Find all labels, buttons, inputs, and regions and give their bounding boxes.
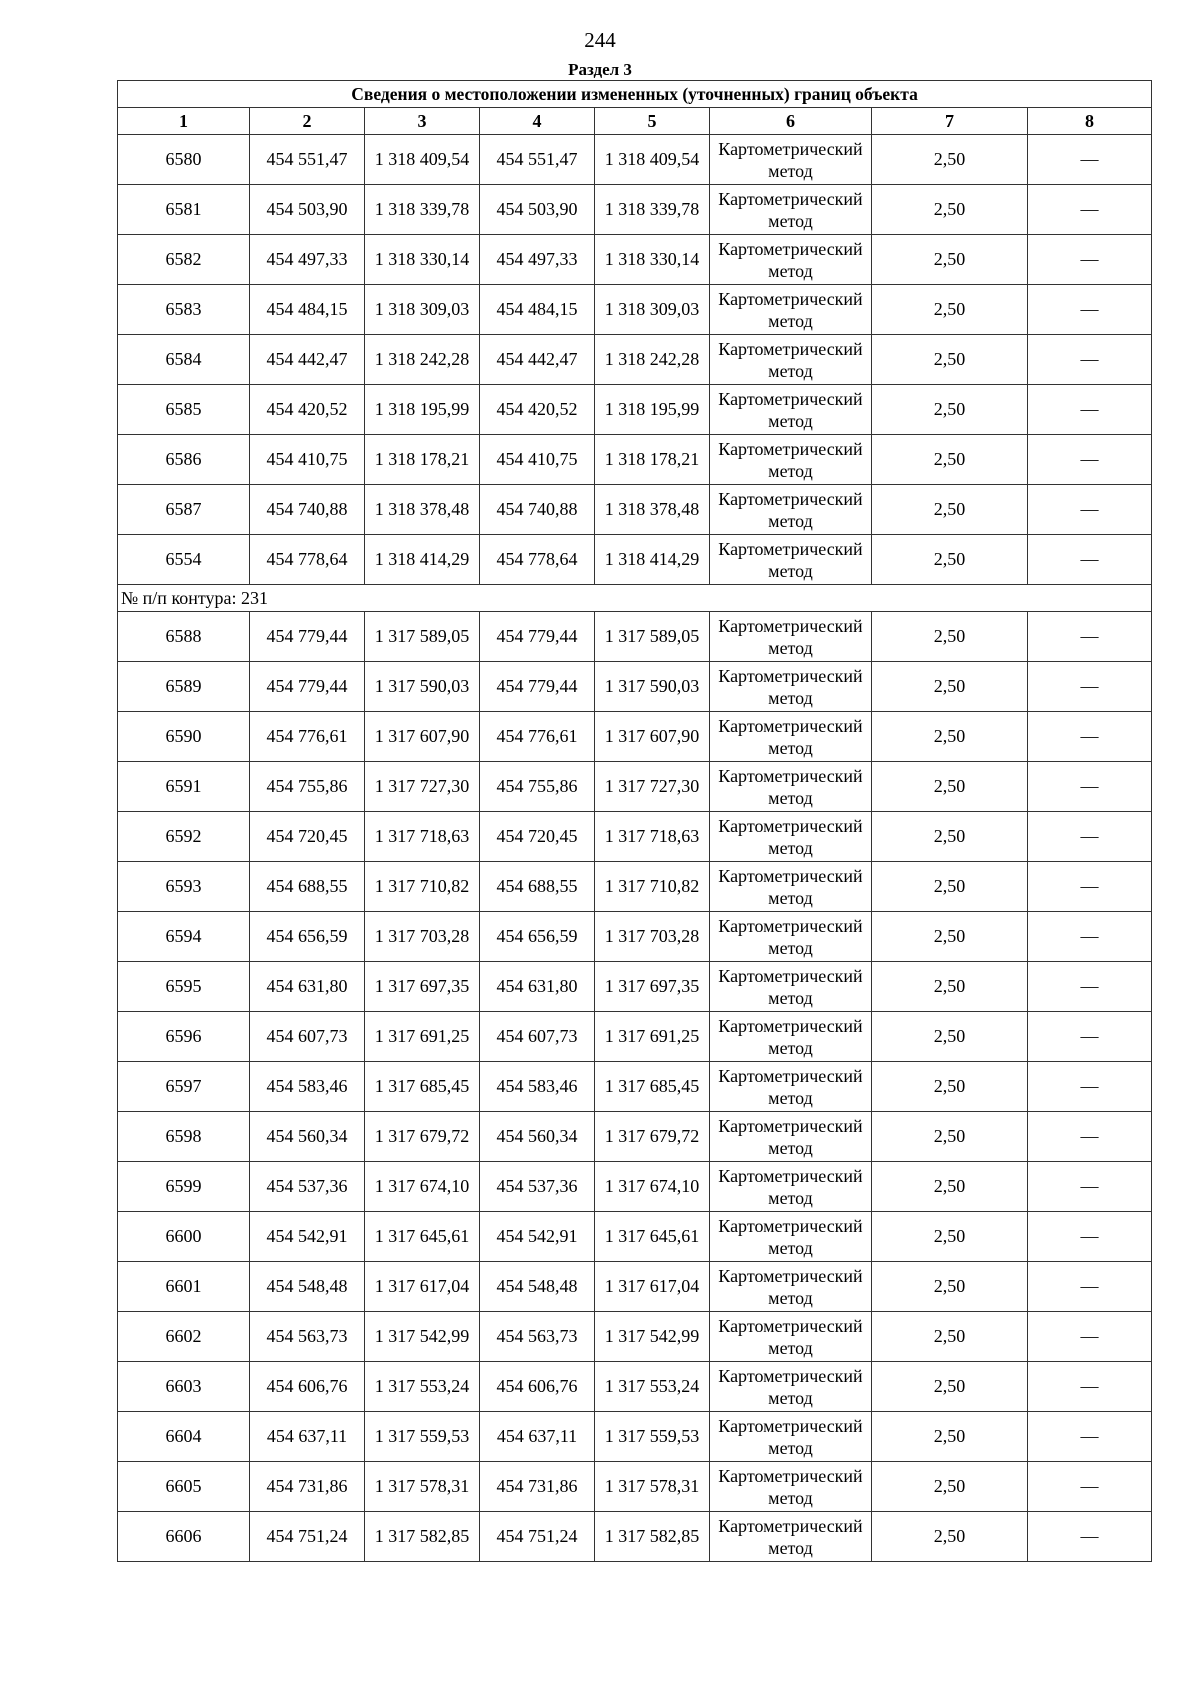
table-row	[118, 285, 1152, 335]
method-text: Картометрический метод	[718, 1015, 863, 1058]
table-row	[118, 485, 1152, 535]
accuracy-cell: 2,50	[872, 1512, 1028, 1562]
x-existing-cell: 454 548,48	[250, 1262, 365, 1312]
note-cell: —	[1028, 662, 1152, 712]
table-row	[118, 185, 1152, 235]
point-number-cell: 6580	[118, 135, 250, 185]
x-existing-cell: 454 779,44	[250, 612, 365, 662]
y-existing-cell: 1 317 674,10	[365, 1162, 480, 1212]
y-existing-cell: 1 318 378,48	[365, 485, 480, 535]
table-body	[118, 135, 1152, 1562]
x-new-cell: 454 606,76	[480, 1362, 595, 1412]
y-existing-cell: 1 318 409,54	[365, 135, 480, 185]
x-existing-cell: 454 776,61	[250, 712, 365, 762]
point-number-cell: 6595	[118, 962, 250, 1012]
x-existing-cell: 454 583,46	[250, 1062, 365, 1112]
accuracy-cell: 2,50	[872, 1362, 1028, 1412]
column-number: 6	[710, 108, 872, 135]
y-new-cell: 1 317 691,25	[595, 1012, 710, 1062]
x-existing-cell: 454 503,90	[250, 185, 365, 235]
method-text: Картометрический метод	[718, 1265, 863, 1308]
contour-label: № п/п контура: 231	[118, 585, 1152, 612]
note-cell: —	[1028, 762, 1152, 812]
x-new-cell: 454 442,47	[480, 335, 595, 385]
x-new-cell: 454 548,48	[480, 1262, 595, 1312]
table-caption-row	[118, 81, 1152, 108]
y-new-cell: 1 317 578,31	[595, 1462, 710, 1512]
page-number: 244	[584, 28, 616, 52]
x-existing-cell: 454 720,45	[250, 812, 365, 862]
accuracy-cell: 2,50	[872, 962, 1028, 1012]
y-existing-cell: 1 318 330,14	[365, 235, 480, 285]
table-row	[118, 1312, 1152, 1362]
y-existing-cell: 1 317 710,82	[365, 862, 480, 912]
point-number-cell: 6603	[118, 1362, 250, 1412]
point-number-cell: 6598	[118, 1112, 250, 1162]
method-cell	[710, 1462, 872, 1512]
method-text: Картометрический метод	[718, 538, 863, 581]
point-number-cell: 6582	[118, 235, 250, 285]
y-existing-cell: 1 317 582,85	[365, 1512, 480, 1562]
y-new-cell: 1 317 697,35	[595, 962, 710, 1012]
method-text: Картометрический метод	[718, 665, 863, 708]
accuracy-cell: 2,50	[872, 762, 1028, 812]
accuracy-cell: 2,50	[872, 485, 1028, 535]
note-cell: —	[1028, 285, 1152, 335]
point-number-cell: 6585	[118, 385, 250, 435]
y-new-cell: 1 318 414,29	[595, 535, 710, 585]
x-new-cell: 454 420,52	[480, 385, 595, 435]
method-cell	[710, 762, 872, 812]
method-cell	[710, 185, 872, 235]
method-text: Картометрический метод	[718, 615, 863, 658]
point-number-cell: 6584	[118, 335, 250, 385]
method-text: Картометрический метод	[718, 965, 863, 1008]
section-title: Раздел 3	[568, 60, 632, 79]
y-existing-cell: 1 318 309,03	[365, 285, 480, 335]
y-existing-cell: 1 317 559,53	[365, 1412, 480, 1462]
method-text: Картометрический метод	[718, 765, 863, 808]
note-cell: —	[1028, 1462, 1152, 1512]
table-caption: Сведения о местоположении измененных (уточненных) границ объекта	[118, 81, 1152, 108]
y-new-cell: 1 318 178,21	[595, 435, 710, 485]
accuracy-cell: 2,50	[872, 1212, 1028, 1262]
table-row	[118, 1462, 1152, 1512]
method-cell	[710, 962, 872, 1012]
method-cell	[710, 485, 872, 535]
method-text: Картометрический метод	[718, 338, 863, 381]
accuracy-cell: 2,50	[872, 1062, 1028, 1112]
accuracy-cell: 2,50	[872, 612, 1028, 662]
accuracy-cell: 2,50	[872, 712, 1028, 762]
method-cell	[710, 662, 872, 712]
table-row	[118, 1162, 1152, 1212]
point-number-cell: 6601	[118, 1262, 250, 1312]
accuracy-cell: 2,50	[872, 862, 1028, 912]
method-cell	[710, 1512, 872, 1562]
note-cell: —	[1028, 1162, 1152, 1212]
x-new-cell: 454 484,15	[480, 285, 595, 335]
x-existing-cell: 454 410,75	[250, 435, 365, 485]
column-number: 8	[1028, 108, 1152, 135]
point-number-cell: 6587	[118, 485, 250, 535]
method-cell	[710, 612, 872, 662]
table-row	[118, 1062, 1152, 1112]
y-existing-cell: 1 318 195,99	[365, 385, 480, 435]
point-number-cell: 6554	[118, 535, 250, 585]
y-new-cell: 1 317 589,05	[595, 612, 710, 662]
y-new-cell: 1 317 679,72	[595, 1112, 710, 1162]
method-text: Картометрический метод	[718, 715, 863, 758]
y-new-cell: 1 318 339,78	[595, 185, 710, 235]
accuracy-cell: 2,50	[872, 1412, 1028, 1462]
method-text: Картометрический метод	[718, 438, 863, 481]
y-existing-cell: 1 318 242,28	[365, 335, 480, 385]
y-new-cell: 1 317 645,61	[595, 1212, 710, 1262]
table-row	[118, 385, 1152, 435]
method-text: Картометрический метод	[718, 915, 863, 958]
point-number-cell: 6593	[118, 862, 250, 912]
y-existing-cell: 1 318 414,29	[365, 535, 480, 585]
note-cell: —	[1028, 385, 1152, 435]
y-existing-cell: 1 317 542,99	[365, 1312, 480, 1362]
y-new-cell: 1 317 617,04	[595, 1262, 710, 1312]
method-cell	[710, 435, 872, 485]
y-new-cell: 1 317 582,85	[595, 1512, 710, 1562]
method-cell	[710, 535, 872, 585]
x-existing-cell: 454 779,44	[250, 662, 365, 712]
x-existing-cell: 454 497,33	[250, 235, 365, 285]
table-row	[118, 762, 1152, 812]
point-number-cell: 6604	[118, 1412, 250, 1462]
x-new-cell: 454 607,73	[480, 1012, 595, 1062]
note-cell: —	[1028, 1312, 1152, 1362]
point-number-cell: 6589	[118, 662, 250, 712]
x-existing-cell: 454 484,15	[250, 285, 365, 335]
point-number-cell: 6591	[118, 762, 250, 812]
point-number-cell: 6588	[118, 612, 250, 662]
column-number: 3	[365, 108, 480, 135]
x-existing-cell: 454 420,52	[250, 385, 365, 435]
y-new-cell: 1 317 674,10	[595, 1162, 710, 1212]
method-cell	[710, 335, 872, 385]
accuracy-cell: 2,50	[872, 1012, 1028, 1062]
y-existing-cell: 1 317 727,30	[365, 762, 480, 812]
point-number-cell: 6596	[118, 1012, 250, 1062]
x-existing-cell: 454 537,36	[250, 1162, 365, 1212]
y-existing-cell: 1 317 590,03	[365, 662, 480, 712]
x-existing-cell: 454 688,55	[250, 862, 365, 912]
y-new-cell: 1 318 378,48	[595, 485, 710, 535]
note-cell: —	[1028, 335, 1152, 385]
x-new-cell: 454 779,44	[480, 612, 595, 662]
method-text: Картометрический метод	[718, 1415, 863, 1458]
method-cell	[710, 712, 872, 762]
table-row	[118, 1012, 1152, 1062]
table-row	[118, 535, 1152, 585]
table-row	[118, 435, 1152, 485]
y-new-cell: 1 317 685,45	[595, 1062, 710, 1112]
table-row	[118, 1112, 1152, 1162]
method-cell	[710, 1362, 872, 1412]
accuracy-cell: 2,50	[872, 1162, 1028, 1212]
method-cell	[710, 385, 872, 435]
accuracy-cell: 2,50	[872, 1312, 1028, 1362]
x-existing-cell: 454 778,64	[250, 535, 365, 585]
point-number-cell: 6594	[118, 912, 250, 962]
x-new-cell: 454 497,33	[480, 235, 595, 285]
y-new-cell: 1 317 710,82	[595, 862, 710, 912]
table-row	[118, 1412, 1152, 1462]
note-cell: —	[1028, 435, 1152, 485]
x-new-cell: 454 720,45	[480, 812, 595, 862]
point-number-cell: 6597	[118, 1062, 250, 1112]
method-cell	[710, 1162, 872, 1212]
y-existing-cell: 1 317 589,05	[365, 612, 480, 662]
method-cell	[710, 912, 872, 962]
y-existing-cell: 1 317 679,72	[365, 1112, 480, 1162]
y-new-cell: 1 317 718,63	[595, 812, 710, 862]
column-number: 1	[118, 108, 250, 135]
x-existing-cell: 454 551,47	[250, 135, 365, 185]
point-number-cell: 6581	[118, 185, 250, 235]
x-existing-cell: 454 755,86	[250, 762, 365, 812]
y-new-cell: 1 317 542,99	[595, 1312, 710, 1362]
accuracy-cell: 2,50	[872, 535, 1028, 585]
x-existing-cell: 454 637,11	[250, 1412, 365, 1462]
method-text: Картометрический метод	[718, 1515, 863, 1558]
note-cell: —	[1028, 1062, 1152, 1112]
note-cell: —	[1028, 1212, 1152, 1262]
method-text: Картометрический метод	[718, 1115, 863, 1158]
method-text: Картометрический метод	[718, 815, 863, 858]
x-new-cell: 454 631,80	[480, 962, 595, 1012]
accuracy-cell: 2,50	[872, 662, 1028, 712]
note-cell: —	[1028, 612, 1152, 662]
x-new-cell: 454 755,86	[480, 762, 595, 812]
method-cell	[710, 862, 872, 912]
table-row	[118, 335, 1152, 385]
point-number-cell: 6600	[118, 1212, 250, 1262]
y-new-cell: 1 317 727,30	[595, 762, 710, 812]
accuracy-cell: 2,50	[872, 912, 1028, 962]
accuracy-cell: 2,50	[872, 435, 1028, 485]
method-text: Картометрический метод	[718, 188, 863, 231]
note-cell: —	[1028, 485, 1152, 535]
y-existing-cell: 1 317 617,04	[365, 1262, 480, 1312]
y-new-cell: 1 318 309,03	[595, 285, 710, 335]
method-cell	[710, 812, 872, 862]
column-number: 4	[480, 108, 595, 135]
y-new-cell: 1 317 607,90	[595, 712, 710, 762]
x-new-cell: 454 656,59	[480, 912, 595, 962]
y-existing-cell: 1 317 718,63	[365, 812, 480, 862]
x-new-cell: 454 778,64	[480, 535, 595, 585]
note-cell: —	[1028, 235, 1152, 285]
column-number: 7	[872, 108, 1028, 135]
point-number-cell: 6590	[118, 712, 250, 762]
x-existing-cell: 454 751,24	[250, 1512, 365, 1562]
y-new-cell: 1 318 409,54	[595, 135, 710, 185]
method-text: Картометрический метод	[718, 1215, 863, 1258]
note-cell: —	[1028, 1362, 1152, 1412]
y-existing-cell: 1 318 178,21	[365, 435, 480, 485]
y-new-cell: 1 318 195,99	[595, 385, 710, 435]
x-existing-cell: 454 606,76	[250, 1362, 365, 1412]
y-existing-cell: 1 317 578,31	[365, 1462, 480, 1512]
table-row	[118, 662, 1152, 712]
x-new-cell: 454 751,24	[480, 1512, 595, 1562]
method-cell	[710, 1312, 872, 1362]
point-number-cell: 6592	[118, 812, 250, 862]
method-cell	[710, 1062, 872, 1112]
note-cell: —	[1028, 535, 1152, 585]
y-existing-cell: 1 318 339,78	[365, 185, 480, 235]
method-cell	[710, 135, 872, 185]
y-existing-cell: 1 317 685,45	[365, 1062, 480, 1112]
method-text: Картометрический метод	[718, 488, 863, 531]
column-number-row	[118, 108, 1152, 135]
accuracy-cell: 2,50	[872, 1112, 1028, 1162]
table-row	[118, 862, 1152, 912]
y-new-cell: 1 317 590,03	[595, 662, 710, 712]
y-existing-cell: 1 317 645,61	[365, 1212, 480, 1262]
x-existing-cell: 454 731,86	[250, 1462, 365, 1512]
x-existing-cell: 454 656,59	[250, 912, 365, 962]
x-new-cell: 454 563,73	[480, 1312, 595, 1362]
column-number: 5	[595, 108, 710, 135]
y-new-cell: 1 318 242,28	[595, 335, 710, 385]
x-existing-cell: 454 560,34	[250, 1112, 365, 1162]
x-new-cell: 454 776,61	[480, 712, 595, 762]
method-text: Картометрический метод	[718, 1365, 863, 1408]
accuracy-cell: 2,50	[872, 135, 1028, 185]
method-text: Картометрический метод	[718, 388, 863, 431]
note-cell: —	[1028, 1262, 1152, 1312]
table-row	[118, 612, 1152, 662]
accuracy-cell: 2,50	[872, 335, 1028, 385]
note-cell: —	[1028, 1012, 1152, 1062]
y-existing-cell: 1 317 553,24	[365, 1362, 480, 1412]
method-text: Картометрический метод	[718, 138, 863, 181]
method-cell	[710, 285, 872, 335]
table-row	[118, 235, 1152, 285]
x-new-cell: 454 688,55	[480, 862, 595, 912]
x-new-cell: 454 537,36	[480, 1162, 595, 1212]
table-row	[118, 1362, 1152, 1412]
x-new-cell: 454 560,34	[480, 1112, 595, 1162]
x-existing-cell: 454 607,73	[250, 1012, 365, 1062]
x-new-cell: 454 779,44	[480, 662, 595, 712]
note-cell: —	[1028, 912, 1152, 962]
point-number-cell: 6586	[118, 435, 250, 485]
x-existing-cell: 454 563,73	[250, 1312, 365, 1362]
y-new-cell: 1 317 553,24	[595, 1362, 710, 1412]
table-row	[118, 1512, 1152, 1562]
note-cell: —	[1028, 135, 1152, 185]
x-new-cell: 454 410,75	[480, 435, 595, 485]
method-cell	[710, 1212, 872, 1262]
coordinates-table	[117, 80, 1152, 1562]
note-cell: —	[1028, 1412, 1152, 1462]
x-existing-cell: 454 442,47	[250, 335, 365, 385]
y-existing-cell: 1 317 691,25	[365, 1012, 480, 1062]
point-number-cell: 6602	[118, 1312, 250, 1362]
method-cell	[710, 1012, 872, 1062]
note-cell: —	[1028, 1512, 1152, 1562]
y-new-cell: 1 318 330,14	[595, 235, 710, 285]
accuracy-cell: 2,50	[872, 185, 1028, 235]
note-cell: —	[1028, 862, 1152, 912]
method-cell	[710, 235, 872, 285]
method-text: Картометрический метод	[718, 1165, 863, 1208]
x-new-cell: 454 583,46	[480, 1062, 595, 1112]
x-existing-cell: 454 542,91	[250, 1212, 365, 1262]
method-text: Картометрический метод	[718, 1065, 863, 1108]
column-number: 2	[250, 108, 365, 135]
point-number-cell: 6599	[118, 1162, 250, 1212]
method-cell	[710, 1262, 872, 1312]
contour-header-row	[118, 585, 1152, 612]
table-row	[118, 712, 1152, 762]
y-existing-cell: 1 317 697,35	[365, 962, 480, 1012]
point-number-cell: 6583	[118, 285, 250, 335]
x-new-cell: 454 551,47	[480, 135, 595, 185]
note-cell: —	[1028, 712, 1152, 762]
method-text: Картометрический метод	[718, 865, 863, 908]
table-row	[118, 962, 1152, 1012]
accuracy-cell: 2,50	[872, 285, 1028, 335]
method-text: Картометрический метод	[718, 1315, 863, 1358]
table-row	[118, 912, 1152, 962]
point-number-cell: 6606	[118, 1512, 250, 1562]
y-existing-cell: 1 317 703,28	[365, 912, 480, 962]
table-row	[118, 1262, 1152, 1312]
method-text: Картометрический метод	[718, 1465, 863, 1508]
table-row	[118, 1212, 1152, 1262]
note-cell: —	[1028, 812, 1152, 862]
y-new-cell: 1 317 703,28	[595, 912, 710, 962]
x-new-cell: 454 731,86	[480, 1462, 595, 1512]
x-new-cell: 454 740,88	[480, 485, 595, 535]
x-existing-cell: 454 631,80	[250, 962, 365, 1012]
method-cell	[710, 1112, 872, 1162]
x-existing-cell: 454 740,88	[250, 485, 365, 535]
accuracy-cell: 2,50	[872, 812, 1028, 862]
accuracy-cell: 2,50	[872, 235, 1028, 285]
method-cell	[710, 1412, 872, 1462]
table-row	[118, 135, 1152, 185]
point-number-cell: 6605	[118, 1462, 250, 1512]
method-text: Картометрический метод	[718, 238, 863, 281]
x-new-cell: 454 542,91	[480, 1212, 595, 1262]
x-new-cell: 454 637,11	[480, 1412, 595, 1462]
note-cell: —	[1028, 1112, 1152, 1162]
y-new-cell: 1 317 559,53	[595, 1412, 710, 1462]
table-row	[118, 812, 1152, 862]
accuracy-cell: 2,50	[872, 1262, 1028, 1312]
accuracy-cell: 2,50	[872, 385, 1028, 435]
accuracy-cell: 2,50	[872, 1462, 1028, 1512]
x-new-cell: 454 503,90	[480, 185, 595, 235]
method-text: Картометрический метод	[718, 288, 863, 331]
note-cell: —	[1028, 962, 1152, 1012]
note-cell: —	[1028, 185, 1152, 235]
y-existing-cell: 1 317 607,90	[365, 712, 480, 762]
